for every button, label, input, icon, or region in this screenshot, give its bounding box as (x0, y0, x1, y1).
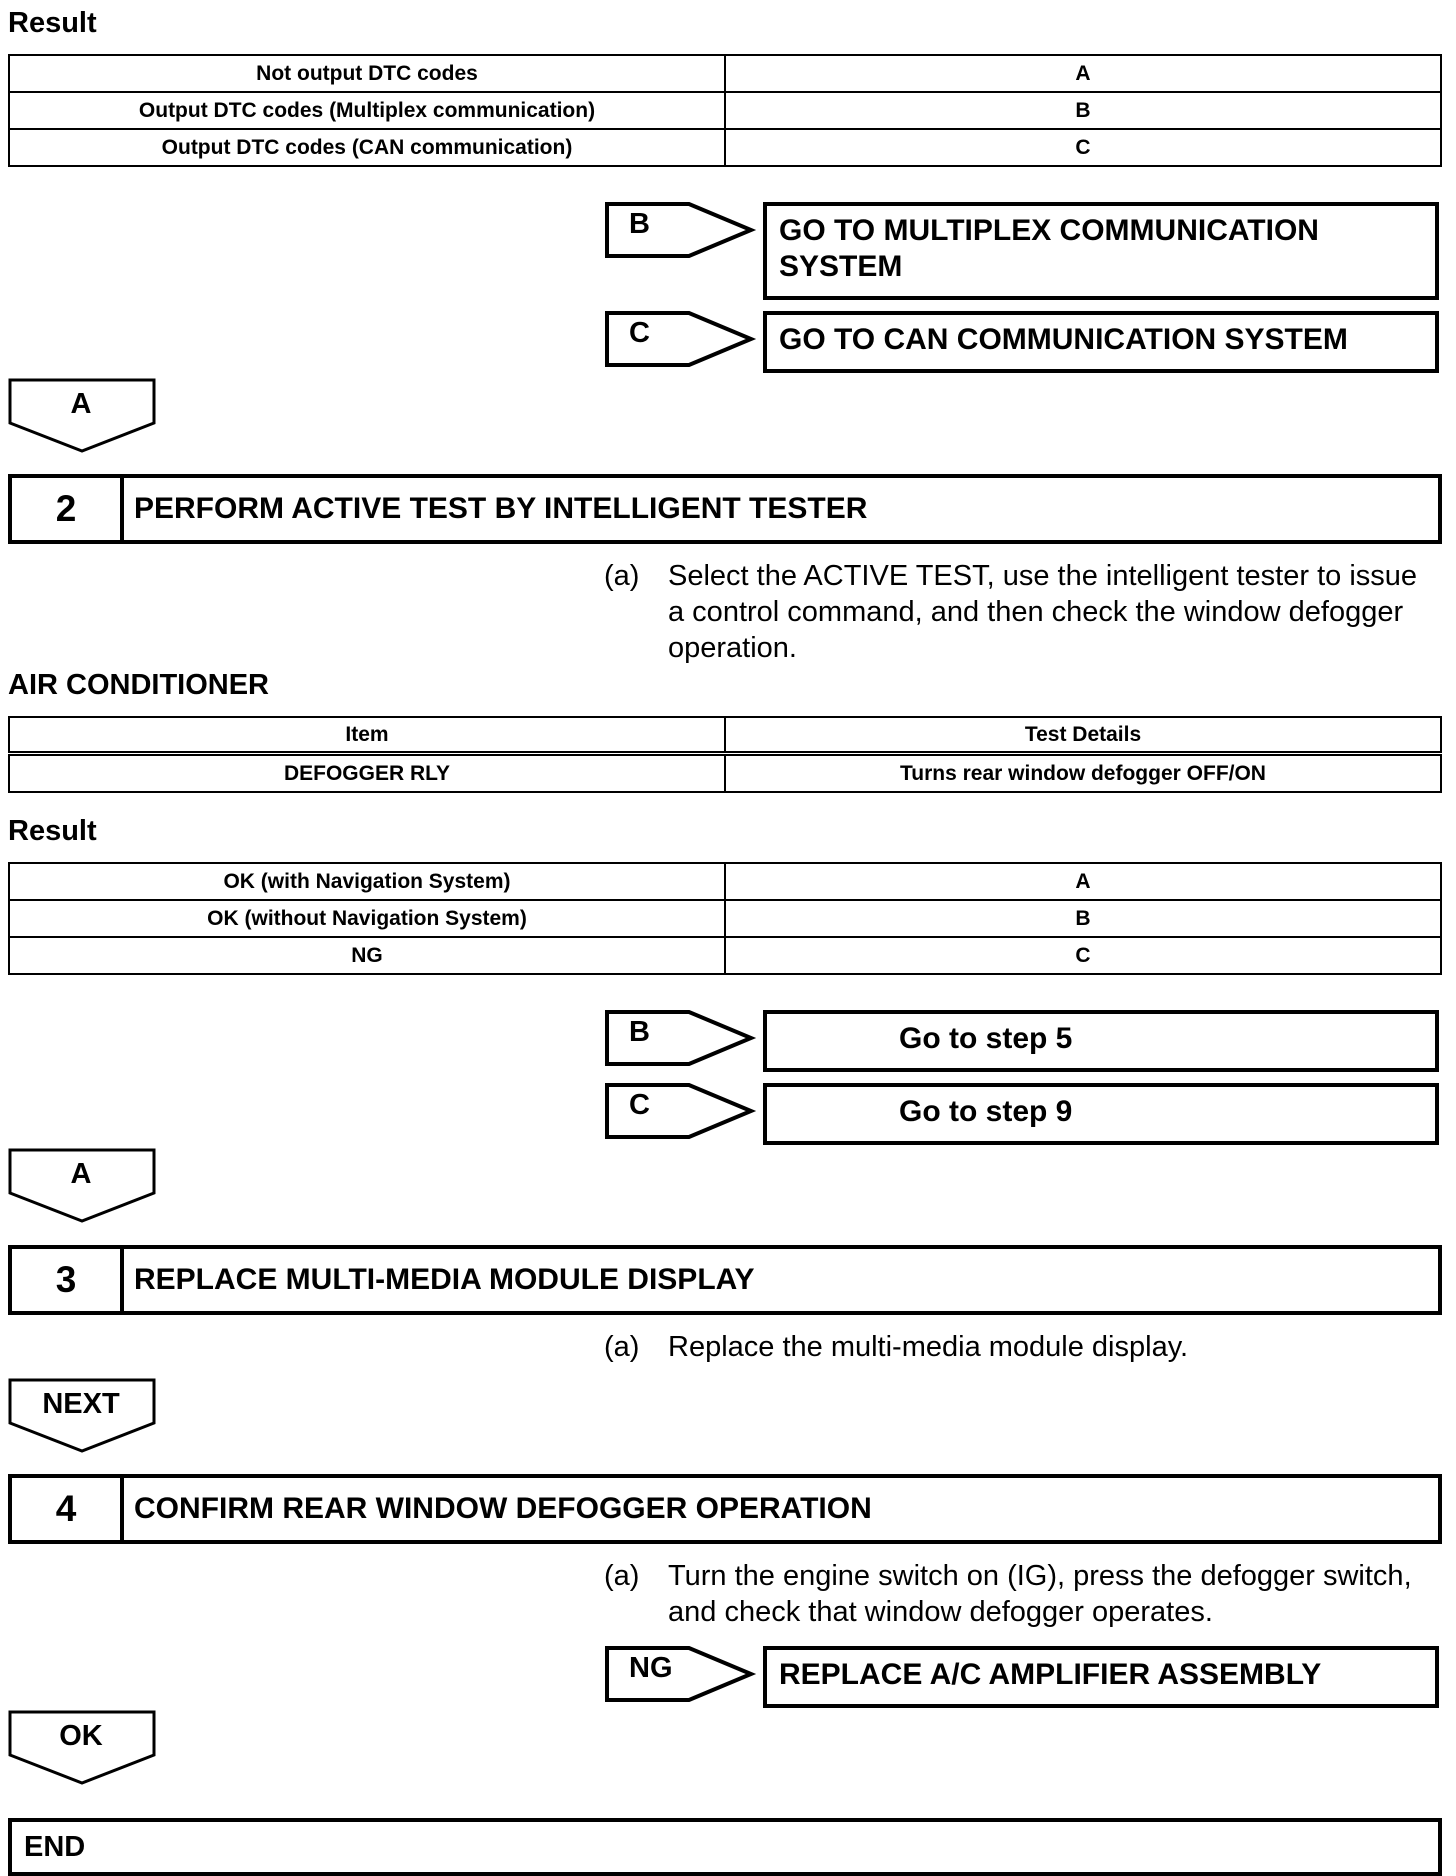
branch-b-tag (605, 1010, 755, 1066)
table-cell-item: DEFOGGER RLY (9, 754, 725, 793)
result-table-1 (8, 54, 1442, 167)
table-cell-result: C (725, 129, 1441, 166)
step-3-header (8, 1245, 1442, 1315)
continue-ok-label: OK (59, 1720, 103, 1752)
table-header-row (9, 717, 1441, 754)
branch-arrow-icon (605, 1083, 755, 1139)
column-header-item: Item (9, 717, 725, 754)
continue-a-label: A (70, 1158, 92, 1190)
branch-b-label: B (629, 1016, 650, 1048)
result-table-2 (8, 862, 1442, 975)
table-row (9, 863, 1441, 900)
instruction-label: (a) (604, 1560, 640, 1592)
table-cell-result: A (725, 863, 1441, 900)
continue-next-label: NEXT (42, 1388, 120, 1420)
branch-c-tag (605, 311, 755, 367)
branch-arrow-icon (605, 202, 755, 258)
table-cell-result: C (725, 937, 1441, 974)
continue-a-tag (8, 378, 156, 453)
table-cell-result: B (725, 900, 1441, 937)
instruction-label: (a) (604, 1331, 640, 1363)
continue-ok-tag (8, 1710, 156, 1785)
branch-c-tag (605, 1083, 755, 1139)
branch-arrow-icon (605, 311, 755, 367)
branch-b-tag (605, 202, 755, 258)
step-title: PERFORM ACTIVE TEST BY INTELLIGENT TESTER (134, 492, 868, 525)
instruction-text: Select the ACTIVE TEST, use the intelligent tester to issue a control command, and then check the window defogger operation. (668, 560, 1418, 664)
step-2-instruction (604, 558, 1424, 668)
step-title: REPLACE MULTI-MEDIA MODULE DISPLAY (134, 1263, 755, 1296)
end-box: END (8, 1818, 1442, 1876)
table-cell-condition: Output DTC codes (Multiplex communication) (9, 92, 725, 129)
branch-arrow-icon (605, 1646, 755, 1702)
branch-c-label: C (629, 1089, 650, 1121)
column-header-test-details: Test Details (725, 717, 1441, 754)
table-cell-condition: Output DTC codes (CAN communication) (9, 129, 725, 166)
table-row (9, 754, 1441, 793)
continue-a-label: A (70, 388, 92, 420)
instruction-label: (a) (604, 560, 640, 592)
instruction-text: Turn the engine switch on (IG), press the defogger switch, and check that window defogger operates. (668, 1560, 1412, 1628)
instruction-text: Replace the multi-media module display. (668, 1331, 1189, 1363)
branch-b-label: B (629, 208, 650, 240)
continue-a-tag (8, 1148, 156, 1223)
branch-arrow-icon (605, 1010, 755, 1066)
replace-ac-amplifier-action: REPLACE A/C AMPLIFIER ASSEMBLY (763, 1646, 1439, 1708)
step-number: 3 (12, 1249, 124, 1311)
table-cell-condition: OK (without Navigation System) (9, 900, 725, 937)
step-title: CONFIRM REAR WINDOW DEFOGGER OPERATION (134, 1492, 872, 1525)
table-row (9, 129, 1441, 166)
table-cell-condition: OK (with Navigation System) (9, 863, 725, 900)
branch-c-label: C (629, 317, 650, 349)
step-2-header (8, 474, 1442, 544)
table-row (9, 92, 1441, 129)
result-heading-2: Result (8, 815, 97, 847)
table-cell-test-details: Turns rear window defogger OFF/ON (725, 754, 1441, 793)
air-conditioner-heading: AIR CONDITIONER (8, 669, 269, 701)
result-heading-1: Result (8, 7, 97, 39)
step-number: 4 (12, 1478, 124, 1540)
continue-next-tag (8, 1378, 156, 1453)
step-number: 2 (12, 478, 124, 540)
table-cell-result: A (725, 55, 1441, 92)
go-to-can-action: GO TO CAN COMMUNICATION SYSTEM (763, 311, 1439, 373)
go-to-step-5-action: Go to step 5 (763, 1010, 1439, 1072)
table-cell-condition: NG (9, 937, 725, 974)
branch-ng-label: NG (629, 1652, 673, 1684)
table-cell-condition: Not output DTC codes (9, 55, 725, 92)
table-row (9, 937, 1441, 974)
go-to-step-9-action: Go to step 9 (763, 1083, 1439, 1145)
active-test-table (8, 716, 1442, 793)
branch-ng-tag (605, 1646, 755, 1702)
go-to-multiplex-action: GO TO MULTIPLEX COMMUNICATION SYSTEM (763, 202, 1439, 300)
table-cell-result: B (725, 92, 1441, 129)
table-row (9, 900, 1441, 937)
step-4-header (8, 1474, 1442, 1544)
step-3-instruction (604, 1329, 1424, 1369)
step-4-instruction (604, 1558, 1424, 1634)
table-row (9, 55, 1441, 92)
